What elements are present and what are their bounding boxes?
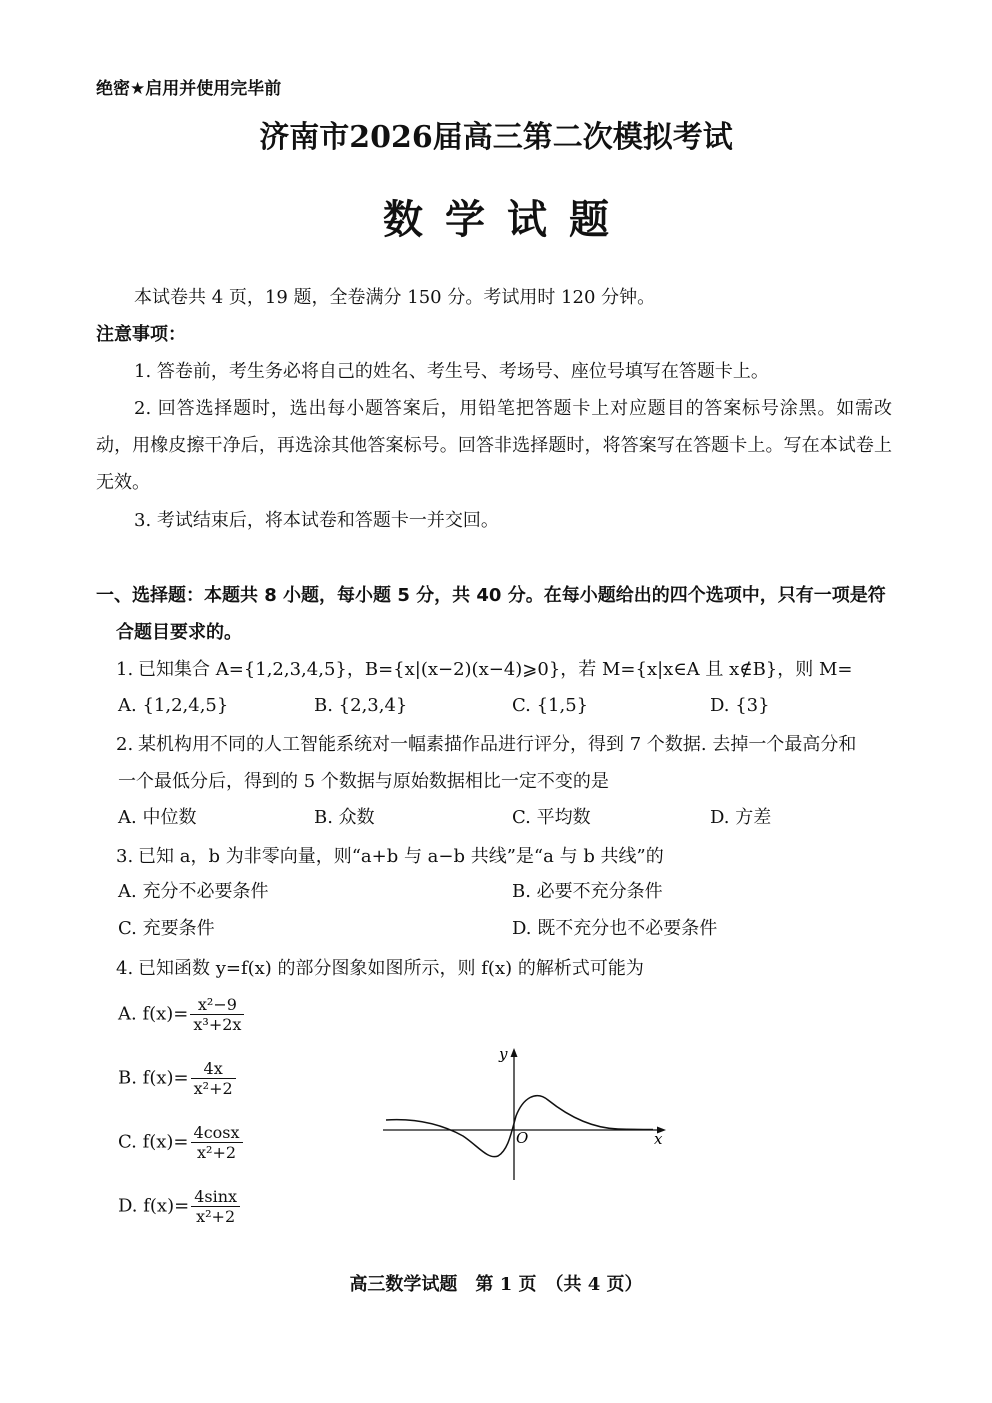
numerator: x²−9 <box>190 995 244 1015</box>
option-label: C. f(x)= <box>118 1131 189 1153</box>
exam-title: 济南市2026届高三第二次模拟考试 <box>259 120 733 155</box>
denominator: x²+2 <box>197 1143 237 1162</box>
denominator: x²+2 <box>193 1079 233 1098</box>
question-text: 已知函数 y=f(x) 的部分图象如图所示，则 f(x) 的解析式可能为 <box>138 958 644 979</box>
q4-option-a <box>118 995 244 1034</box>
q3-option-a: A. 充分不必要条件 <box>118 881 269 902</box>
question-number: 1. <box>116 659 134 680</box>
question-4-stem <box>116 950 644 987</box>
section-heading-text: 一、选择题：本题共 8 小题，每小题 5 分，共 40 分。在每小题给出的四个选项中，只有一项是符合题目要求的。 <box>96 585 886 643</box>
question-number: 2. <box>116 734 134 755</box>
option-label: D. f(x)= <box>118 1195 190 1217</box>
function-graph <box>378 1040 678 1185</box>
question-number: 3. <box>116 846 134 867</box>
question-text-line-2: 一个最低分后，得到的 5 个数据与原始数据相比一定不变的是 <box>118 771 609 792</box>
question-3-stem <box>116 838 664 875</box>
option-label: B. f(x)= <box>118 1067 189 1089</box>
function-curve <box>386 1096 653 1157</box>
numerator: 4x <box>191 1059 236 1079</box>
origin-label: O <box>516 1129 529 1147</box>
confidential-label: 绝密★启用并使用完毕前 <box>96 79 282 99</box>
question-2-stem <box>116 726 856 763</box>
notice-item-1: 1. 答卷前，考生务必将自己的姓名、考生号、考场号、座位号填写在答题卡上。 <box>134 361 769 382</box>
fraction <box>191 1187 240 1226</box>
page-footer: 高三数学试题 第 1 页 （共 4 页） <box>349 1274 643 1295</box>
q1-option-a: A. {1,2,4,5} <box>118 695 229 716</box>
fraction <box>191 1123 243 1162</box>
denominator: x³+2x <box>193 1015 242 1034</box>
numerator: 4cosx <box>191 1123 243 1143</box>
denominator: x²+2 <box>196 1207 236 1226</box>
y-axis-label: y <box>499 1045 508 1063</box>
intro-text: 本试卷共 4 页，19 题，全卷满分 150 分。考试用时 120 分钟。 <box>134 287 656 308</box>
question-text: 已知 a，b 为非零向量，则“a+b 与 a−b 共线”是“a 与 b 共线”的 <box>138 846 664 867</box>
question-text: 已知集合 A={1,2,3,4,5}，B={x|(x−2)(x−4)⩾0}，若 M={x|x∈A 且 x∉B}，则 M= <box>138 659 853 680</box>
q3-option-b: B. 必要不充分条件 <box>512 881 663 902</box>
fraction <box>191 1059 236 1098</box>
q2-option-b: B. 众数 <box>314 807 375 828</box>
notice-item-2: 2. 回答选择题时，选出每小题答案后，用铅笔把答题卡上对应题目的答案标号涂黑。如需改动，用橡皮擦干净后，再选涂其他答案标号。回答非选择题时，将答案写在答题卡上。写在本试卷上无效。 <box>96 398 892 493</box>
option-label: A. f(x)= <box>118 1003 189 1025</box>
notice-heading: 注意事项： <box>96 324 186 345</box>
question-text-line-1: 某机构用不同的人工智能系统对一幅素描作品进行评分，得到 7 个数据. 去掉一个最高分和 <box>138 734 857 755</box>
q4-option-c <box>118 1123 243 1162</box>
q2-option-d: D. 方差 <box>710 807 772 828</box>
subject-title: 数学试题 <box>383 196 631 243</box>
notice-item-3: 3. 考试结束后，将本试卷和答题卡一并交回。 <box>134 510 499 531</box>
q4-option-d <box>118 1187 240 1226</box>
section-heading <box>96 577 896 651</box>
fraction <box>190 995 244 1034</box>
q3-option-c: C. 充要条件 <box>118 918 215 939</box>
q1-option-c: C. {1,5} <box>512 695 589 716</box>
q1-option-d: D. {3} <box>710 695 770 716</box>
q1-option-b: B. {2,3,4} <box>314 695 408 716</box>
q2-option-a: A. 中位数 <box>118 807 197 828</box>
question-1-stem <box>116 651 853 688</box>
question-number: 4. <box>116 958 134 979</box>
q3-option-d: D. 既不充分也不必要条件 <box>512 918 718 939</box>
x-axis-label: x <box>654 1130 663 1148</box>
numerator: 4sinx <box>191 1187 240 1207</box>
q4-option-b <box>118 1059 236 1098</box>
q2-option-c: C. 平均数 <box>512 807 591 828</box>
